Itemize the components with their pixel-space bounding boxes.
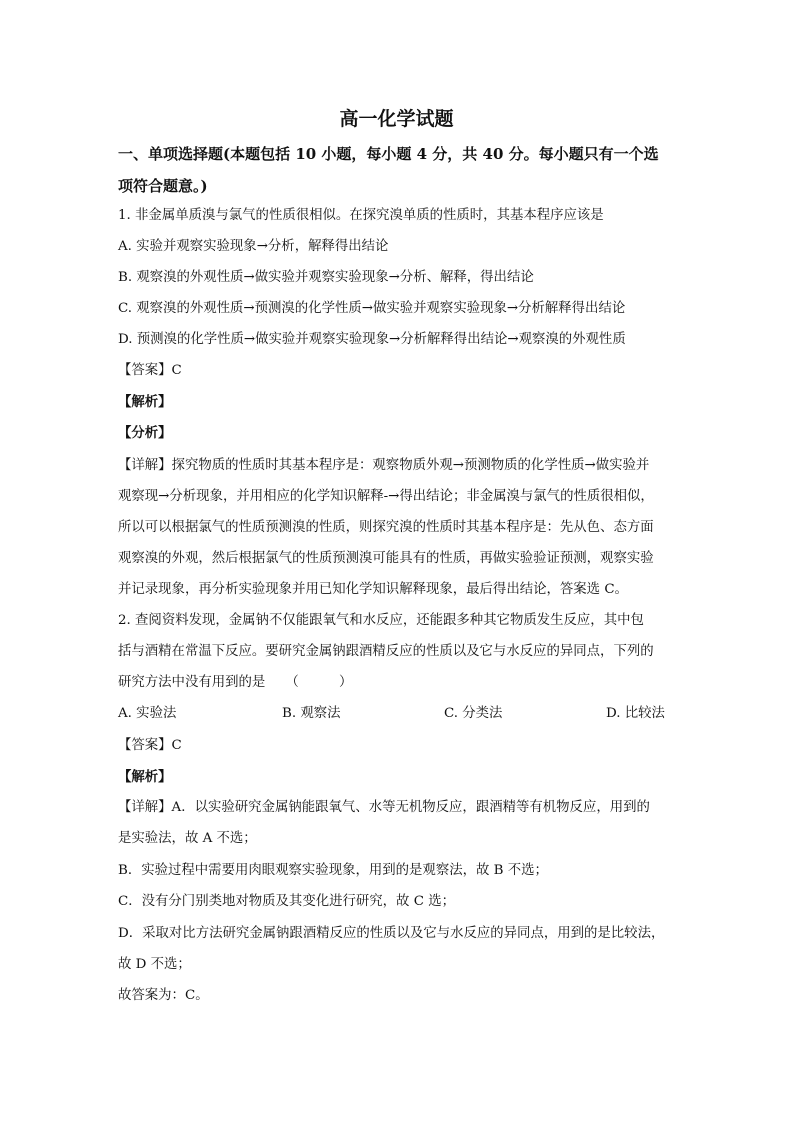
question-1-option-d: D. 预测溴的化学性质→做实验并观察实验现象→分析解释得出结论→观察溴的外观性质 bbox=[118, 332, 626, 347]
question-2-option-d: D. 比较法 bbox=[606, 706, 665, 721]
question-2-option-b: B. 观察法 bbox=[282, 706, 341, 721]
question-2-detail-line: 故答案为：C。 bbox=[118, 988, 209, 1003]
question-2-stem-line: 研究方法中没有用到的是 （ ） bbox=[118, 675, 353, 690]
question-1-option-a: A. 实验并观察实验现象→分析，解释得出结论 bbox=[118, 239, 389, 254]
question-2-detail-line: C．没有分门别类地对物质及其变化进行研究，故 C 选； bbox=[118, 894, 455, 909]
question-2-detail-line: D．采取对比方法研究金属钠跟酒精反应的性质以及它与水反应的异同点，用到的是比较法， bbox=[118, 926, 665, 941]
question-1-detail-line: 【详解】探究物质的性质时其基本程序是：观察物质外观→预测物质的化学性质→做实验并 bbox=[118, 458, 650, 473]
question-2-stem-line: 2. 查阅资料发现，金属钠不仅能跟氧气和水反应，还能跟多种其它物质发生反应，其中包 bbox=[118, 613, 644, 628]
question-1-detail-line: 并记录现象，再分析实验现象并用已知化学知识解释现象，最后得出结论，答案选 C。 bbox=[118, 582, 628, 597]
question-2-option-c: C. 分类法 bbox=[444, 706, 503, 721]
question-2-detail-line: 故 D 不选； bbox=[118, 957, 191, 972]
question-1-option-c: C. 观察溴的外观性质→预测溴的化学性质→做实验并观察实验现象→分析解释得出结论 bbox=[118, 301, 626, 316]
question-2-detail-line: 【详解】A．以实验研究金属钠能跟氧气、水等无机物反应，跟酒精等有机物反应，用到的 bbox=[118, 800, 650, 815]
question-2-option-a: A. 实验法 bbox=[118, 706, 177, 721]
question-1-answer: 【答案】C bbox=[118, 363, 182, 378]
question-1-analysis-label: 【解析】 bbox=[118, 394, 172, 410]
question-1-fenxi-label: 【分析】 bbox=[118, 425, 172, 441]
question-2-stem-line: 括与酒精在常温下反应。要研究金属钠跟酒精反应的性质以及它与水反应的异同点，下列的 bbox=[118, 644, 654, 659]
question-1-stem: 1. 非金属单质溴与氯气的性质很相似。在探究溴单质的性质时，其基本程序应该是 bbox=[118, 208, 604, 223]
section-heading-line-2: 项符合题意。) bbox=[118, 177, 208, 195]
question-2-detail-line: B．实验过程中需要用肉眼观察实验现象，用到的是观察法，故 B 不选； bbox=[118, 863, 548, 878]
question-1-detail-line: 所以可以根据氯气的性质预测溴的性质，则探究溴的性质时其基本程序是：先从色、态方面 bbox=[118, 520, 654, 535]
question-2-detail-line: 是实验法，故 A 不选； bbox=[118, 831, 257, 846]
page-title: 高一化学试题 bbox=[339, 108, 454, 130]
question-1-detail-line: 观察现→分析现象，并用相应的化学知识解释-→得出结论；非金属溴与氯气的性质很相似， bbox=[118, 489, 654, 504]
section-heading-line-1: 一、单项选择题(本题包括 10 小题，每小题 4 分，共 40 分。每小题只有一个选 bbox=[118, 145, 659, 163]
question-2-options bbox=[118, 704, 678, 724]
question-1-detail-line: 观察溴的外观，然后根据氯气的性质预测溴可能具有的性质，再做实验验证预测，观察实验 bbox=[118, 551, 654, 566]
question-1-option-b: B. 观察溴的外观性质→做实验并观察实验现象→分析、解释，得出结论 bbox=[118, 270, 534, 285]
question-2-answer: 【答案】C bbox=[118, 738, 182, 753]
question-2-analysis-label: 【解析】 bbox=[118, 769, 172, 785]
